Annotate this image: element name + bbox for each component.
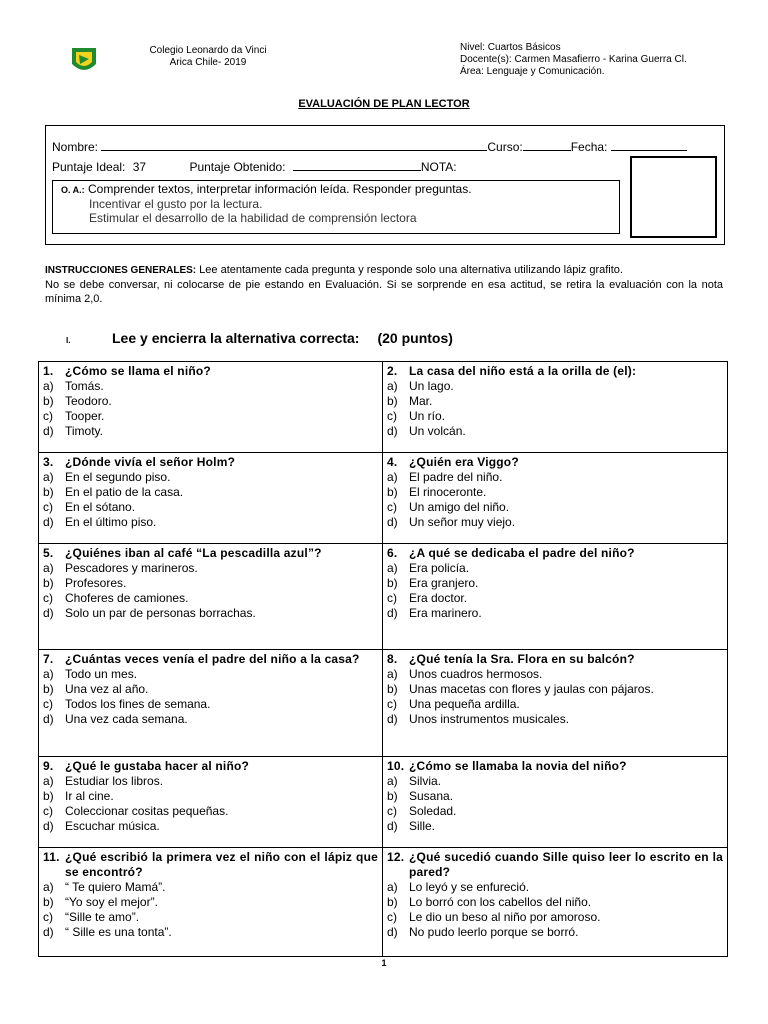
option-letter: d) (387, 515, 398, 529)
option-letter: b) (43, 682, 54, 696)
option-text: “ Sille es una tonta”. (65, 925, 172, 939)
answer-option[interactable] (387, 774, 723, 789)
answer-option[interactable] (43, 910, 378, 925)
question-title (387, 759, 723, 774)
answer-option[interactable] (387, 576, 723, 591)
question-title (43, 364, 378, 379)
answer-option[interactable] (387, 910, 723, 925)
option-text: Choferes de camiones. (65, 591, 189, 605)
answer-option[interactable] (387, 379, 723, 394)
option-text: No pudo leerlo porque se borró. (409, 925, 579, 939)
option-text: Mar. (409, 394, 433, 408)
option-text: En el patio de la casa. (65, 485, 184, 499)
answer-option[interactable] (387, 500, 723, 515)
option-text: Un lago. (409, 379, 454, 393)
option-letter: b) (387, 576, 398, 590)
question-text: ¿Cómo se llamaba la novia del niño? (409, 759, 627, 773)
question-text: ¿Cómo se llama el niño? (65, 364, 211, 378)
answer-option[interactable] (43, 925, 378, 940)
question-text: ¿A qué se dedicaba el padre del niño? (409, 546, 635, 560)
question-title (387, 652, 723, 667)
option-letter: a) (43, 667, 54, 681)
answer-option[interactable] (43, 424, 378, 439)
option-letter: a) (387, 667, 398, 681)
question-cell (39, 544, 383, 650)
option-text: En el sótano. (65, 500, 136, 514)
answer-option[interactable] (43, 379, 378, 394)
option-letter: b) (43, 895, 54, 909)
question-number: 3. (43, 455, 54, 469)
option-letter: c) (43, 804, 53, 818)
option-letter: a) (43, 774, 54, 788)
option-letter: d) (43, 606, 54, 620)
option-letter: a) (43, 379, 54, 393)
option-letter: c) (387, 697, 397, 711)
option-text: Susana. (409, 789, 454, 803)
question-text: ¿Qué escribió la primera vez el niño con el lápiz que se encontró? (65, 850, 378, 879)
option-letter: d) (387, 819, 398, 833)
answer-option[interactable] (43, 470, 378, 485)
nombre-label: Nombre: (52, 140, 99, 154)
answer-option[interactable] (43, 819, 378, 834)
option-letter: c) (43, 591, 53, 605)
school-line-2: Arica Chile- 2019 (169, 57, 247, 68)
option-text: Un volcán. (409, 424, 466, 438)
instructions-text-1: Lee atentamente cada pregunta y responde solo una alternativa utilizando lápiz grafito. (196, 264, 623, 276)
option-letter: c) (43, 910, 53, 924)
option-letter: b) (387, 485, 398, 499)
answer-option[interactable] (43, 697, 378, 712)
question-text: ¿Qué le gustaba hacer al niño? (65, 759, 250, 773)
option-text: Escuchar música. (65, 819, 160, 833)
option-text: El rinoceronte. (409, 485, 487, 499)
option-text: Una vez al año. (65, 682, 149, 696)
fecha-field[interactable] (611, 140, 687, 151)
answer-option[interactable] (387, 561, 723, 576)
school-logo (70, 46, 98, 76)
question-title (43, 850, 378, 880)
question-cell (39, 362, 383, 453)
option-letter: a) (387, 880, 398, 894)
option-letter: d) (387, 925, 398, 939)
option-letter: b) (43, 485, 54, 499)
option-text: “Sille te amo”. (65, 910, 140, 924)
answer-option[interactable] (43, 682, 378, 697)
curso-field[interactable] (523, 140, 571, 151)
answer-option[interactable] (43, 880, 378, 895)
option-letter: d) (43, 515, 54, 529)
docentes-text: Docente(s): Carmen Masafierro - Karina Guerra Cl. (460, 54, 687, 65)
answer-option[interactable] (43, 895, 378, 910)
option-text: Sille. (409, 819, 436, 833)
question-number: 11. (43, 850, 60, 864)
question-cell (39, 848, 383, 957)
puntaje-obtenido-field[interactable] (293, 160, 421, 171)
option-text: “ Te quiero Mamá”. (65, 880, 166, 894)
option-text: Silvia. (409, 774, 442, 788)
option-text: Pescadores y marineros. (65, 561, 198, 575)
option-text: Un amigo del niño. (409, 500, 510, 514)
question-number: 10. (387, 759, 405, 773)
option-text: Era marinero. (409, 606, 482, 620)
question-text: ¿Qué sucedió cuando Sille quiso leer lo escrito en la pared? (409, 850, 723, 879)
option-letter: a) (43, 470, 54, 484)
option-text: Era granjero. (409, 576, 479, 590)
question-cell (39, 650, 383, 757)
question-cell (383, 362, 728, 453)
question-number: 1. (43, 364, 54, 378)
question-title (43, 546, 378, 561)
question-cell (39, 757, 383, 848)
option-text: Era policía. (409, 561, 470, 575)
answer-option[interactable] (43, 394, 378, 409)
puntaje-obtenido-label: Puntaje Obtenido: (189, 160, 286, 174)
option-letter: d) (387, 606, 398, 620)
option-letter: d) (43, 819, 54, 833)
question-text: ¿Quién era Viggo? (409, 455, 519, 469)
option-text: En el segundo piso. (65, 470, 171, 484)
oa-line-1: Comprender textos, interpretar información leída. Responder preguntas. (88, 182, 472, 196)
answer-option[interactable] (387, 819, 723, 834)
option-text: En el último piso. (65, 515, 157, 529)
answer-option[interactable] (43, 667, 378, 682)
question-number: 7. (43, 652, 54, 666)
answer-option[interactable] (387, 697, 723, 712)
option-letter: a) (387, 774, 398, 788)
option-text: Unos cuadros hermosos. (409, 667, 543, 681)
answer-option[interactable] (387, 394, 723, 409)
option-letter: b) (387, 789, 398, 803)
option-letter: d) (43, 925, 54, 939)
option-letter: d) (43, 712, 54, 726)
question-cell (383, 650, 728, 757)
answer-option[interactable] (387, 485, 723, 500)
section-number: I. (66, 336, 71, 345)
option-letter: b) (43, 576, 54, 590)
oa-label: O. A.: (61, 185, 85, 195)
answer-option[interactable] (43, 576, 378, 591)
score-row (52, 160, 457, 174)
question-title (387, 546, 723, 561)
nota-label: NOTA: (420, 160, 457, 174)
option-text: Soledad. (409, 804, 457, 818)
option-text: Tooper. (65, 409, 105, 423)
answer-option[interactable] (387, 789, 723, 804)
answer-option[interactable] (387, 515, 723, 530)
instructions-label: INSTRUCCIONES GENERALES: (45, 265, 197, 276)
answer-option[interactable] (387, 712, 723, 727)
option-letter: a) (43, 561, 54, 575)
option-letter: b) (387, 682, 398, 696)
option-text: Coleccionar cositas pequeñas. (65, 804, 229, 818)
question-number: 6. (387, 546, 398, 560)
question-cell (383, 848, 728, 957)
grade-box[interactable] (630, 156, 717, 238)
option-letter: c) (43, 500, 53, 514)
answer-option[interactable] (43, 409, 378, 424)
option-text: Un señor muy viejo. (409, 515, 516, 529)
option-text: Unas macetas con flores y jaulas con pájaros. (409, 682, 654, 696)
answer-option[interactable] (387, 804, 723, 819)
option-text: Lo borró con los cabellos del niño. (409, 895, 592, 909)
answer-option[interactable] (43, 500, 378, 515)
oa-line-3: Estimular el desarrollo de la habilidad de comprensión lectora (89, 211, 417, 225)
option-text: Era doctor. (409, 591, 468, 605)
question-text: La casa del niño está a la orilla de (el): (409, 364, 637, 378)
answer-option[interactable] (43, 712, 378, 727)
option-letter: c) (43, 697, 53, 711)
question-title (387, 455, 723, 470)
option-letter: d) (43, 424, 54, 438)
question-number: 2. (387, 364, 398, 378)
option-letter: c) (43, 409, 53, 423)
option-letter: b) (387, 394, 398, 408)
option-text: Profesores. (65, 576, 127, 590)
answer-option[interactable] (43, 485, 378, 500)
school-name (118, 45, 298, 69)
option-letter: b) (43, 394, 54, 408)
option-text: Teodoro. (65, 394, 112, 408)
answer-option[interactable] (387, 606, 723, 621)
area-text: Área: Lenguaje y Comunicación. (460, 66, 605, 77)
option-letter: c) (387, 804, 397, 818)
question-title (43, 759, 378, 774)
option-letter: c) (387, 591, 397, 605)
question-title (387, 850, 723, 880)
answer-option[interactable] (387, 880, 723, 895)
question-number: 9. (43, 759, 54, 773)
curso-label: Curso: (487, 140, 523, 154)
option-text: Tomás. (65, 379, 104, 393)
question-cell (383, 453, 728, 544)
answer-option[interactable] (387, 925, 723, 940)
option-letter: a) (43, 880, 54, 894)
option-letter: a) (387, 561, 398, 575)
question-title (387, 364, 723, 379)
option-letter: a) (387, 470, 398, 484)
question-cell (383, 757, 728, 848)
answer-option[interactable] (43, 804, 378, 819)
answer-option[interactable] (387, 409, 723, 424)
option-text: Solo un par de personas borrachas. (65, 606, 256, 620)
option-text: Todos los fines de semana. (65, 697, 211, 711)
answer-option[interactable] (387, 424, 723, 439)
puntaje-ideal-label: Puntaje Ideal: (52, 160, 126, 174)
option-text: Todo un mes. (65, 667, 138, 681)
option-letter: a) (387, 379, 398, 393)
section-points: (20 puntos) (377, 330, 453, 346)
answer-option[interactable] (387, 591, 723, 606)
option-text: Timoty. (65, 424, 103, 438)
question-text: ¿Qué tenía la Sra. Flora en su balcón? (409, 652, 635, 666)
option-letter: b) (387, 895, 398, 909)
question-title (43, 455, 378, 470)
question-number: 5. (43, 546, 54, 560)
option-letter: b) (43, 789, 54, 803)
question-title (43, 652, 378, 667)
option-letter: c) (387, 409, 397, 423)
question-text: ¿Quiénes iban al café “La pescadilla azul”? (65, 546, 322, 560)
answer-option[interactable] (387, 667, 723, 682)
option-text: Un río. (409, 409, 446, 423)
answer-option[interactable] (43, 515, 378, 530)
option-text: Una pequeña ardilla. (409, 697, 520, 711)
section-heading (66, 330, 453, 346)
answer-option[interactable] (387, 682, 723, 697)
question-number: 8. (387, 652, 398, 666)
question-number: 12. (387, 850, 405, 864)
nombre-field[interactable] (101, 140, 487, 151)
question-cell (39, 453, 383, 544)
nivel-text: Nivel: Cuartos Básicos (460, 42, 561, 53)
option-letter: d) (387, 424, 398, 438)
question-text: ¿Cuántas veces venía el padre del niño a la casa? (65, 652, 360, 666)
objectives-box (52, 180, 620, 234)
option-letter: d) (387, 712, 398, 726)
section-title: Lee y encierra la alternativa correcta: (112, 330, 360, 346)
page-title: EVALUACIÓN DE PLAN LECTOR (298, 98, 470, 110)
school-line-1: Colegio Leonardo da Vinci (149, 45, 267, 56)
option-text: Estudiar los libros. (65, 774, 164, 788)
name-row (52, 140, 687, 154)
answer-option[interactable] (43, 561, 378, 576)
oa-line-2: Incentivar el gusto por la lectura. (89, 197, 263, 211)
page-number: 1 (381, 958, 387, 968)
answer-option[interactable] (43, 774, 378, 789)
course-info (460, 42, 687, 78)
fecha-label: Fecha: (570, 140, 608, 154)
question-cell (383, 544, 728, 650)
answer-option[interactable] (43, 591, 378, 606)
answer-option[interactable] (43, 789, 378, 804)
answer-option[interactable] (43, 606, 378, 621)
answer-option[interactable] (387, 470, 723, 485)
option-text: “Yo soy el mejor”. (65, 895, 158, 909)
answer-option[interactable] (387, 895, 723, 910)
option-text: El padre del niño. (409, 470, 503, 484)
option-text: Lo leyó y se enfureció. (409, 880, 530, 894)
questions-table (38, 361, 728, 957)
instructions-text-2: No se debe conversar, ni colocarse de pie estando en Evaluación. Si se sorprende en esa actitud, se retira la evaluación con la nota mínima 2,0. (45, 279, 723, 305)
option-text: Una vez cada semana. (65, 712, 188, 726)
question-number: 4. (387, 455, 398, 469)
puntaje-ideal-value: 37 (132, 160, 147, 174)
option-text: Unos instrumentos musicales. (409, 712, 570, 726)
question-text: ¿Dónde vivía el señor Holm? (65, 455, 236, 469)
option-text: Le dio un beso al niño por amoroso. (409, 910, 601, 924)
option-letter: c) (387, 910, 397, 924)
instructions (45, 263, 723, 306)
option-text: Ir al cine. (65, 789, 114, 803)
option-letter: c) (387, 500, 397, 514)
